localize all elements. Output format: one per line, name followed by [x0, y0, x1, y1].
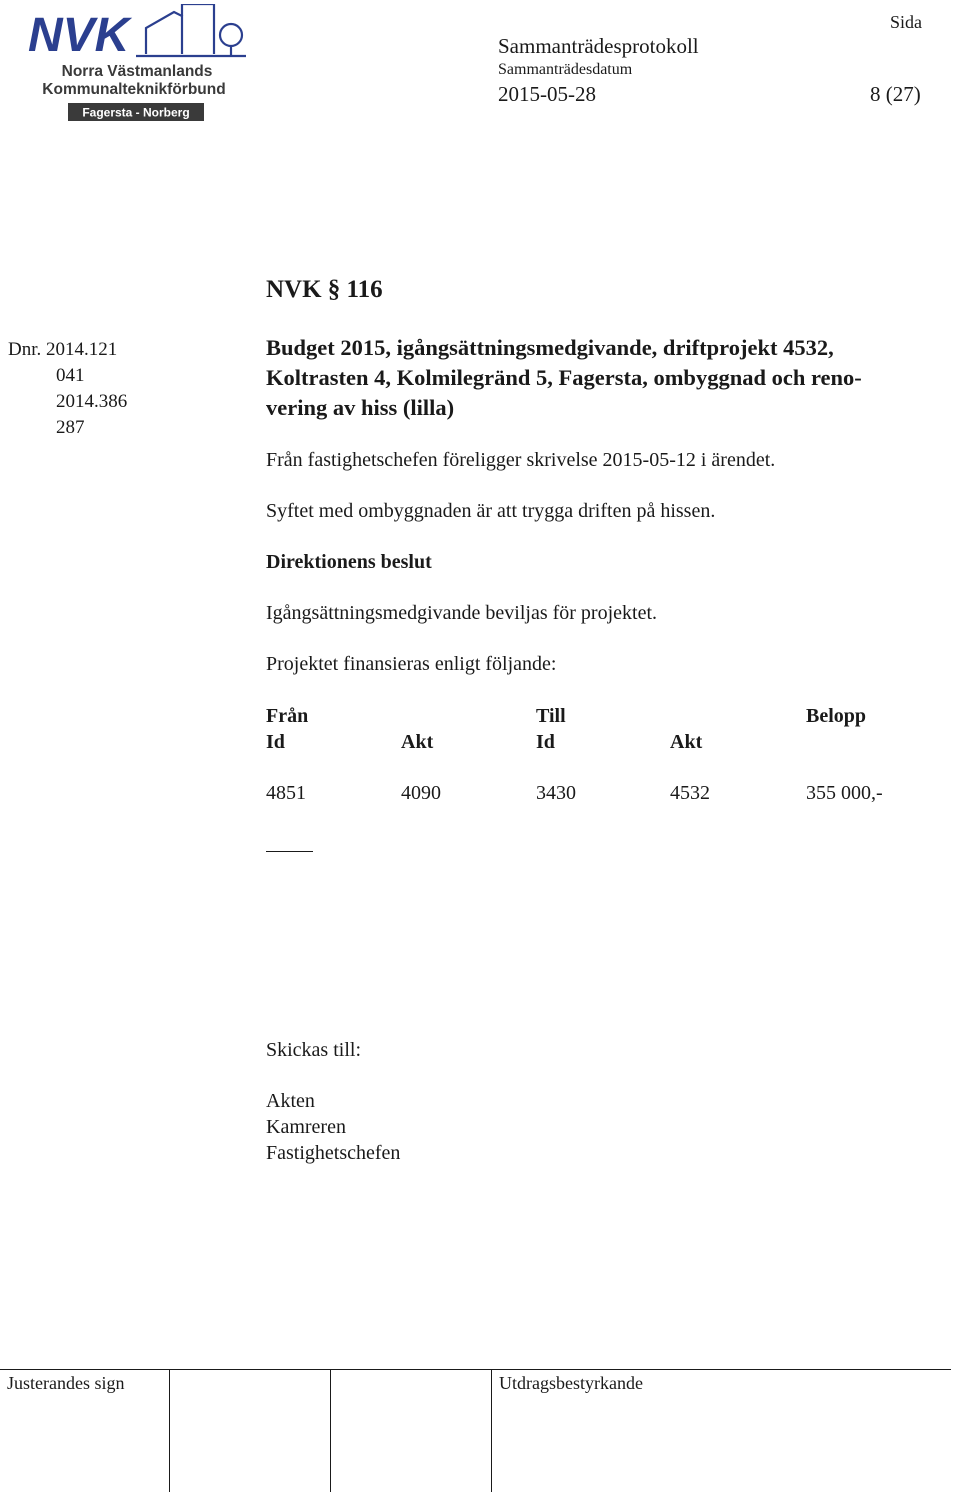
table-group-amount: Belopp [806, 705, 867, 727]
distribution-label: Skickas till: [266, 1039, 361, 1061]
footer-utdragsbestyrkande: Utdragsbestyrkande [499, 1373, 643, 1393]
date-label: Sammanträdesdatum [498, 61, 633, 78]
document-type: Sammanträdesprotokoll [498, 34, 699, 58]
house-outline-icon [146, 12, 182, 54]
paragraph-1: Från fastighetschefen föreligger skrivelse 2015-05-12 i ärendet. [266, 449, 776, 471]
table-cell-amount: 355 000,- [806, 782, 883, 804]
decision-heading: Direktionens beslut [266, 551, 432, 573]
logo-line3: Fagersta - Norberg [82, 105, 190, 120]
title-line3: vering av hiss (lilla) [266, 395, 455, 420]
table-group-to: Till [536, 705, 566, 727]
page-label: Sida [890, 12, 923, 32]
logo-line1: Norra Västmanlands [61, 63, 213, 80]
paragraph-4: Projektet finansieras enligt följande: [266, 653, 557, 675]
logo-mark: NVK [28, 9, 130, 62]
table-cell-to-akt: 4532 [670, 782, 710, 804]
page-number: 8 (27) [870, 82, 921, 106]
logo-line2: Kommunalteknikförbund [42, 81, 226, 98]
recipient-3: Fastighetschefen [266, 1142, 401, 1164]
building-outline-icon [182, 4, 214, 54]
nvk-logo-graphic [24, 4, 250, 124]
table-header-from-id: Id [266, 731, 285, 753]
table-cell-to-id: 3430 [536, 782, 576, 804]
title-line1: Budget 2015, igångsättningsmedgivande, driftprojekt 4532, [266, 335, 834, 360]
nvk-logo [24, 4, 250, 124]
footer-divider-3 [491, 1369, 492, 1492]
table-header-to-akt: Akt [670, 731, 703, 753]
recipient-2: Kamreren [266, 1116, 346, 1138]
table-header-from-akt: Akt [401, 731, 434, 753]
paragraph-number: NVK § 116 [266, 276, 383, 303]
dnr-label: Dnr. 2014.121 [8, 339, 118, 360]
dnr-line2: 041 [56, 365, 85, 386]
table-group-from: Från [266, 705, 309, 727]
tree-crown-icon [220, 24, 242, 46]
dnr-line3: 2014.386 [56, 391, 128, 412]
paragraph-3: Igångsättningsmedgivande beviljas för projektet. [266, 602, 658, 624]
table-cell-from-id: 4851 [266, 782, 306, 804]
footer-divider-2 [330, 1369, 331, 1492]
footer-rule [0, 1369, 951, 1370]
recipient-1: Akten [266, 1090, 315, 1112]
title-line2: Koltrasten 4, Kolmilegränd 5, Fagersta, ombyggnad och reno- [266, 365, 862, 390]
section-divider [266, 851, 313, 852]
footer-divider-1 [169, 1369, 170, 1492]
table-header-to-id: Id [536, 731, 555, 753]
meeting-date: 2015-05-28 [498, 82, 596, 106]
table-cell-from-akt: 4090 [401, 782, 441, 804]
dnr-line4: 287 [56, 417, 85, 438]
footer-justerandes-sign: Justerandes sign [7, 1373, 125, 1393]
paragraph-2: Syftet med ombyggnaden är att trygga driften på hissen. [266, 500, 716, 522]
item-title [266, 333, 956, 423]
